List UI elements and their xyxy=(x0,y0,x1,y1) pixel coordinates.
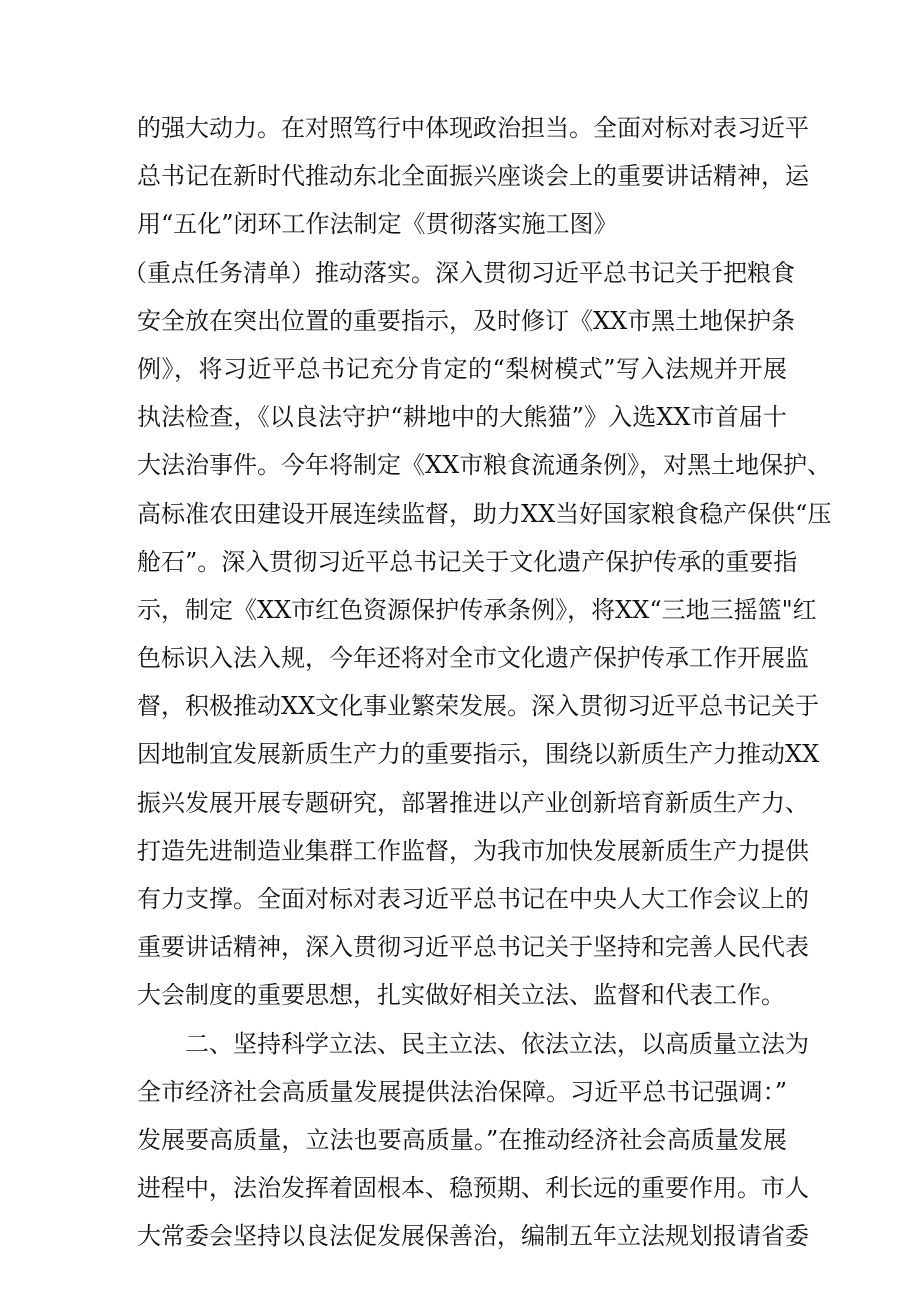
text-line: 总书记在新时代推动东北全面振兴座谈会上的重要讲话精神，运 xyxy=(137,162,809,191)
text-line: 示，制定《XX市红色资源保护传承条例》，将XX“三地三摇篮"红 xyxy=(137,595,817,624)
text-line: 舱石”。深入贯彻习近平总书记关于文化遗产保护传承的重要指 xyxy=(137,547,798,576)
text-line: 执法检查，《以良法守护“耕地中的大熊猫”》入选XX市首届十 xyxy=(137,403,787,432)
text-line: 色标识入法入规，今年还将对全市文化遗产保护传承工作开展监 xyxy=(137,644,809,673)
text-line: 有力支撑。全面对标对表习近平总书记在中央人大工作会议上的 xyxy=(137,885,809,913)
text-line: 因地制宜发展新质生产力的重要指示，围绕以新质生产力推动XX xyxy=(137,740,820,769)
text-line: 例》，将习近平总书记充分肯定的“梨树模式”写入法规并开展 xyxy=(137,354,787,383)
text-line: 进程中，法治发挥着固根本、稳预期、利长远的重要作用。市人 xyxy=(137,1174,809,1203)
text-line: 高标准农田建设开展连续监督，助力XX当好国家粮食稳产保供“压 xyxy=(137,499,832,528)
text-line: （重点任务清单）推动落实。深入贯彻习近平总书记关于把粮食 xyxy=(123,258,795,287)
text-line: 发展要高质量，立法也要高质量。”在推动经济社会高质量发展 xyxy=(137,1125,787,1154)
text-line: 督，积极推动XX文化事业繁荣发展。深入贯彻习近平总书记关于 xyxy=(137,692,820,721)
text-line: 二、坚持科学立法、民主立法、依法立法，以高质量立法为 xyxy=(185,1029,809,1058)
text-line: 用“五化”闭环工作法制定《贯彻落实施工图》 xyxy=(137,210,618,239)
text-line: 大常委会坚持以良法促发展保善治，编制五年立法规划报请省委 xyxy=(137,1222,809,1251)
text-line: 大会制度的重要思想，扎实做好相关立法、监督和代表工作。 xyxy=(137,981,785,1010)
text-line: 重要讲话精神，深入贯彻习近平总书记关于坚持和完善人民代表 xyxy=(137,933,809,962)
text-line: 打造先进制造业集群工作监督，为我市加快发展新质生产力提供 xyxy=(137,836,809,865)
document-body xyxy=(123,104,832,1261)
text-line: 安全放在突出位置的重要指示，及时修订《XX市黑土地保护条 xyxy=(137,306,796,335)
text-line: 全市经济社会高质量发展提供法治保障。习近平总书记强调：” xyxy=(137,1077,787,1106)
text-line: 的强大动力。在对照笃行中体现政治担当。全面对标对表习近平 xyxy=(137,114,809,142)
text-line: 振兴发展开展专题研究，部署推进以产业创新培育新质生产力、 xyxy=(137,788,809,817)
text-line: 大法治事件。今年将制定《XX市粮食流通条例》，对黑土地保护、 xyxy=(137,451,832,480)
